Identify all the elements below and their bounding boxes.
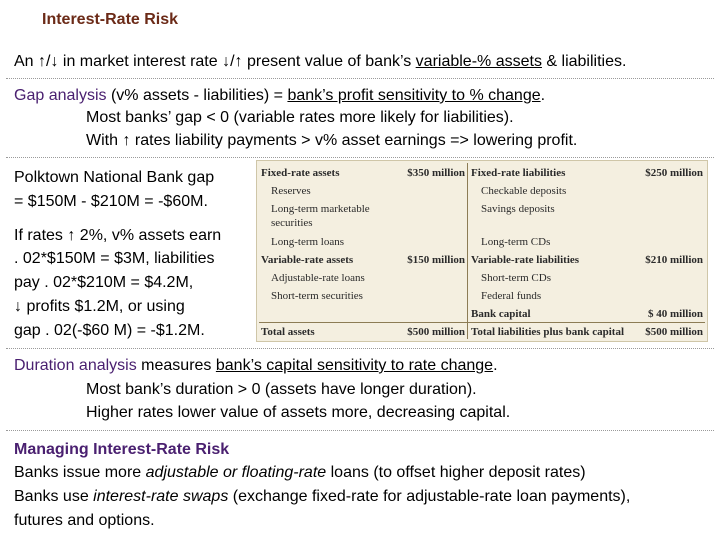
total-liabilities-value: $500 million (645, 326, 703, 338)
liability-row-label: Checkable deposits (481, 185, 567, 197)
managing-text: loans (to offset higher deposit rates) (326, 464, 586, 481)
example-line-1: Polktown National Bank gap (14, 169, 215, 186)
duration-analysis-line-2: Most bank’s duration > 0 (assets have longer duration). (86, 381, 477, 398)
asset-row-label: Fixed-rate assets (261, 167, 340, 179)
divider (6, 157, 714, 158)
managing-risk-line-2 (14, 487, 630, 507)
example-line-7: gap . 02(-$60 M) = -$1.2M. (14, 322, 205, 339)
duration-analysis-label: Duration analysis (14, 357, 137, 374)
slide-title: Interest-Rate Risk (42, 11, 179, 28)
gap-analysis-line (14, 86, 545, 106)
example-line-4: . 02*$150M = $3M, liabilities (14, 250, 215, 267)
example-line-5: pay . 02*$210M = $4.2M, (14, 274, 194, 291)
duration-analysis-line (14, 356, 498, 376)
column-divider (467, 163, 468, 339)
duration-analysis-underlined: bank’s capital sensitivity to rate change (215, 357, 494, 374)
gap-analysis-label: Gap analysis (14, 87, 107, 104)
asset-row-value: $150 million (407, 254, 465, 266)
liability-row-label: Variable-rate liabilities (471, 254, 580, 266)
liability-row-label: Fixed-rate liabilities (471, 167, 566, 179)
intro-underlined-term: variable-% assets (415, 53, 542, 70)
managing-italic-term: interest-rate swaps (93, 488, 229, 505)
managing-italic-term: adjustable or floating-rate (145, 464, 327, 481)
managing-risk-line-1 (14, 463, 586, 483)
asset-row-label: Adjustable-rate loans (271, 272, 365, 284)
totals-rule (259, 322, 705, 323)
total-assets-label: Total assets (261, 326, 315, 338)
liability-row-label: Federal funds (481, 290, 542, 302)
divider (6, 430, 714, 431)
duration-analysis-end: . (493, 357, 498, 374)
liability-row-value: $ 40 million (647, 308, 703, 320)
asset-row-value: $350 million (407, 167, 465, 179)
total-liabilities-label: Total liabilities plus bank capital (471, 326, 625, 338)
liability-row-label: Short-term CDs (481, 272, 551, 284)
liability-row-label: Bank capital (471, 308, 531, 320)
liability-row-label: Savings deposits (481, 203, 555, 215)
managing-risk-heading: Managing Interest-Rate Risk (14, 441, 230, 458)
liability-row-label: Long-term CDs (481, 236, 551, 248)
divider (6, 78, 714, 79)
gap-analysis-underlined: bank’s profit sensitivity to % change (287, 87, 541, 104)
intro-text: An ↑/↓ in market interest rate ↓/↑ present value of bank’s (14, 53, 416, 70)
liability-row-value: $250 million (645, 167, 703, 179)
managing-text: Banks issue more (14, 464, 146, 481)
example-line-3: If rates ↑ 2%, v% assets earn (14, 227, 222, 244)
asset-row-label: Variable-rate assets (261, 254, 354, 266)
gap-analysis-text: (v% assets - liabilities) = (106, 87, 288, 104)
duration-analysis-line-3: Higher rates lower value of assets more, decreasing capital. (86, 404, 511, 421)
asset-row-label: Short-term securities (271, 290, 363, 302)
asset-row-label: securities (271, 217, 313, 229)
managing-text: Banks use (14, 488, 94, 505)
managing-text: (exchange fixed-rate for adjustable-rate loan payments), (228, 488, 631, 505)
divider (6, 348, 714, 349)
asset-row-label: Long-term loans (271, 236, 345, 248)
asset-row-label: Reserves (271, 185, 311, 197)
gap-analysis-line-2: Most banks’ gap < 0 (variable rates more likely for liabilities). (86, 109, 514, 126)
asset-row-label: Long-term marketable (271, 203, 370, 215)
intro-text-end: & liabilities. (541, 53, 627, 70)
intro-line (14, 52, 626, 72)
gap-analysis-end: . (540, 87, 546, 104)
example-line-6: ↓ profits $1.2M, or using (14, 298, 185, 315)
total-assets-value: $500 million (407, 326, 465, 338)
managing-risk-line-3: futures and options. (14, 512, 155, 529)
duration-analysis-text: measures (136, 357, 216, 374)
balance-sheet-table (256, 160, 708, 342)
liability-row-value: $210 million (645, 254, 703, 266)
gap-analysis-line-3: With ↑ rates liability payments > v% asset earnings => lowering profit. (86, 132, 578, 149)
example-line-2: = $150M - $210M = -$60M. (14, 193, 208, 210)
